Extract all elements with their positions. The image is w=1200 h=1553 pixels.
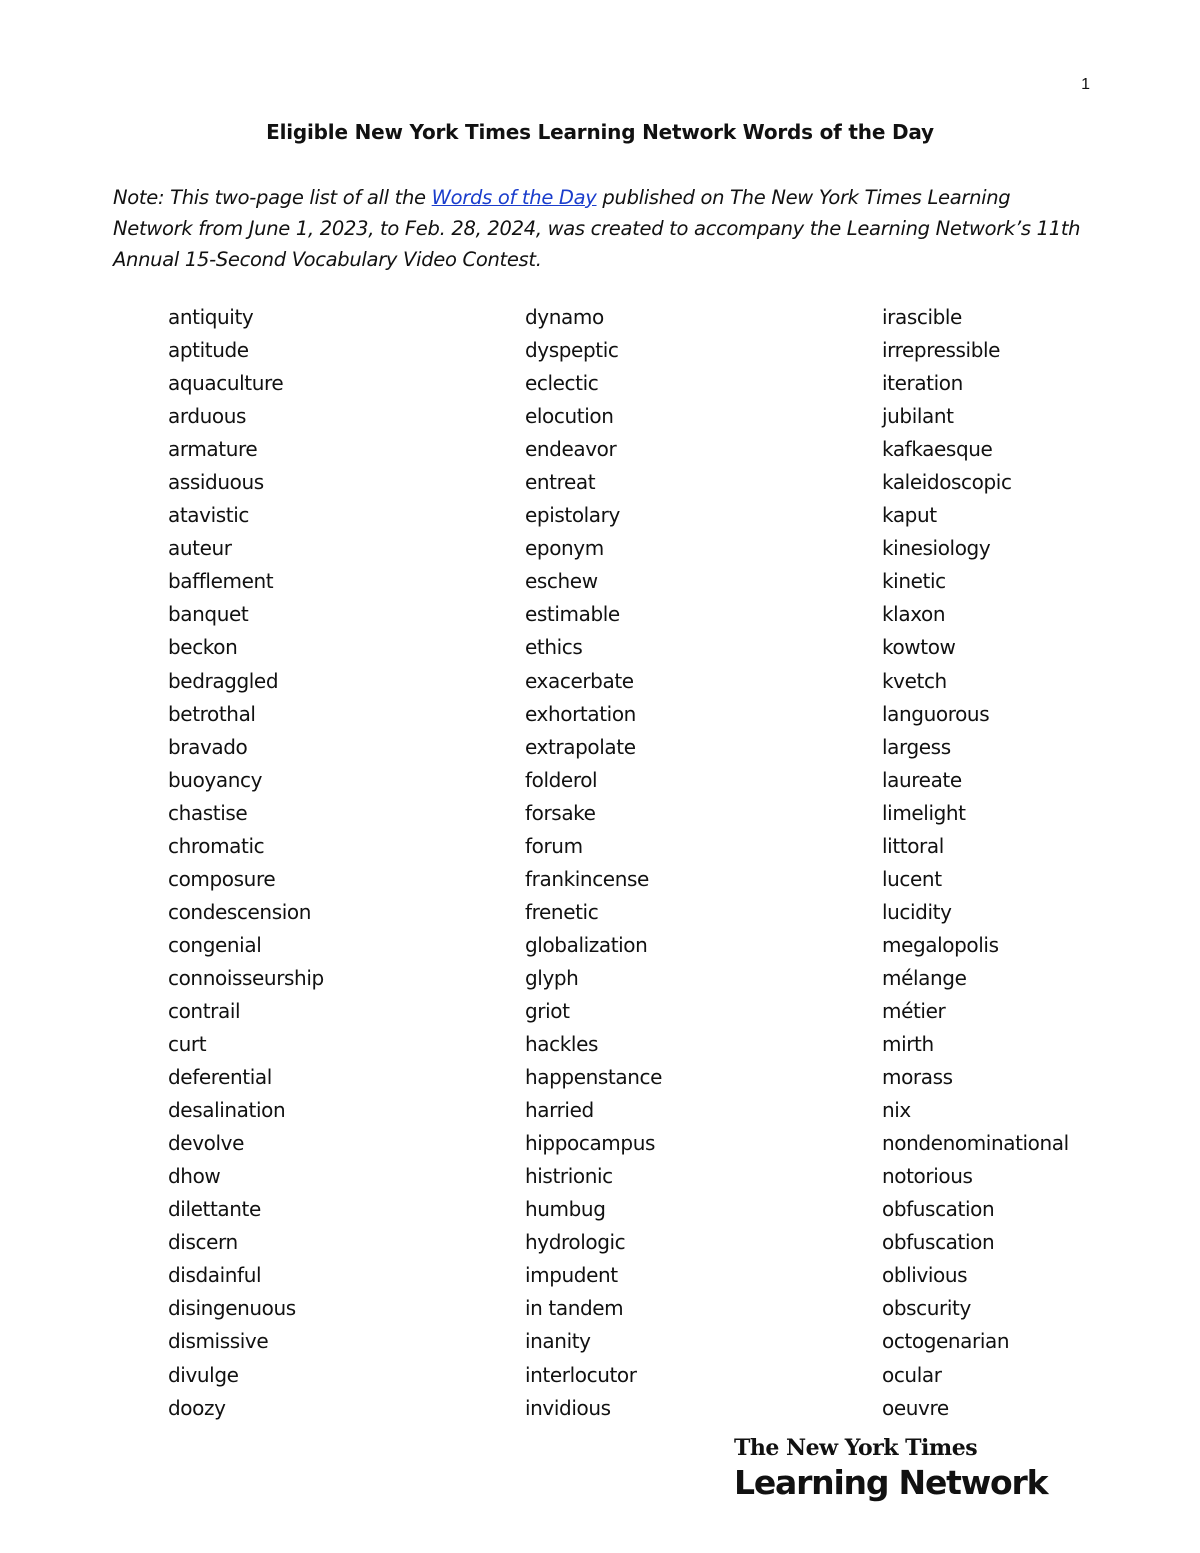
- word-item: in tandem: [525, 1296, 624, 1321]
- word-item: assiduous: [168, 470, 264, 495]
- word-item: betrothal: [168, 701, 256, 726]
- word-item: interlocutor: [525, 1362, 637, 1387]
- nyt-learning-network-logo: [734, 1435, 1079, 1515]
- word-item: jubilant: [882, 404, 954, 429]
- word-item: lucidity: [882, 899, 952, 924]
- word-item: arduous: [168, 404, 247, 429]
- word-item: eponym: [525, 536, 604, 561]
- word-item: forsake: [525, 800, 596, 825]
- word-item: eclectic: [525, 371, 599, 396]
- word-item: impudent: [525, 1263, 618, 1288]
- word-item: devolve: [168, 1131, 244, 1156]
- word-item: disdainful: [168, 1263, 262, 1288]
- word-item: beckon: [168, 635, 238, 660]
- word-item: oblivious: [882, 1263, 968, 1288]
- word-item: desalination: [168, 1098, 286, 1123]
- word-item: obscurity: [882, 1296, 971, 1321]
- word-item: métier: [882, 998, 946, 1023]
- note-text-after-link: published on The New York Times Learning Network from June 1, 2023, to Feb. 28, 2024, was created to accompany the Learning Network’s 11th Annual 15-Second Vocabulary Video Contest.: [113, 186, 1081, 271]
- word-item: antiquity: [168, 305, 254, 329]
- word-item: glyph: [525, 965, 579, 990]
- word-item: kaleidoscopic: [882, 470, 1012, 495]
- word-item: oeuvre: [882, 1395, 949, 1420]
- word-item: obfuscation: [882, 1230, 995, 1255]
- word-item: entreat: [525, 470, 596, 495]
- word-item: doozy: [168, 1395, 226, 1420]
- word-item: morass: [882, 1065, 953, 1090]
- word-item: dilettante: [168, 1197, 261, 1222]
- word-item: contrail: [168, 998, 241, 1023]
- word-item: disingenuous: [168, 1296, 296, 1321]
- word-item: kaput: [882, 503, 937, 528]
- word-item: exacerbate: [525, 668, 634, 693]
- logo-line-nyt: The New York Times: [734, 1435, 978, 1461]
- word-item: bedraggled: [168, 668, 279, 693]
- word-item: composure: [168, 866, 276, 891]
- word-item: eschew: [525, 569, 598, 594]
- word-item: languorous: [882, 701, 990, 726]
- word-item: kafkaesque: [882, 437, 993, 462]
- word-item: frenetic: [525, 899, 599, 924]
- word-item: auteur: [168, 536, 232, 561]
- word-item: kvetch: [882, 668, 947, 693]
- word-item: globalization: [525, 932, 648, 957]
- note-text-before-link: Note: This two-page list of all the: [113, 186, 432, 209]
- word-item: irascible: [882, 305, 962, 329]
- word-column-1: [168, 301, 324, 1425]
- word-item: hippocampus: [525, 1131, 655, 1156]
- document-title: Eligible New York Times Learning Network Words of the Day: [266, 120, 934, 144]
- word-item: megalopolis: [882, 932, 999, 957]
- word-item: invidious: [525, 1395, 611, 1420]
- word-item: dismissive: [168, 1329, 269, 1354]
- word-item: folderol: [525, 767, 598, 792]
- word-item: kowtow: [882, 635, 956, 660]
- word-item: chromatic: [168, 833, 265, 858]
- word-item: forum: [525, 833, 583, 858]
- logo-line-learning-network: Learning Network: [734, 1463, 1048, 1502]
- word-item: aptitude: [168, 338, 249, 363]
- words-of-the-day-link[interactable]: Words of the Day: [431, 186, 597, 209]
- word-column-3: [882, 301, 1069, 1425]
- word-item: congenial: [168, 932, 262, 957]
- word-item: atavistic: [168, 503, 249, 528]
- word-item: bafflement: [168, 569, 274, 594]
- word-item: epistolary: [525, 503, 620, 528]
- word-item: elocution: [525, 404, 614, 429]
- word-item: endeavor: [525, 437, 617, 462]
- word-item: obfuscation: [882, 1197, 995, 1222]
- word-item: mélange: [882, 965, 967, 990]
- word-item: condescension: [168, 899, 311, 924]
- word-item: ocular: [882, 1362, 942, 1387]
- word-item: mirth: [882, 1032, 934, 1057]
- word-column-2: [525, 301, 662, 1425]
- word-item: frankincense: [525, 866, 649, 891]
- word-item: largess: [882, 734, 951, 759]
- word-item: harried: [525, 1098, 594, 1123]
- word-item: nondenominational: [882, 1131, 1069, 1156]
- word-item: inanity: [525, 1329, 591, 1354]
- word-item: aquaculture: [168, 371, 284, 396]
- word-item: estimable: [525, 602, 620, 627]
- word-item: divulge: [168, 1362, 239, 1387]
- word-item: humbug: [525, 1197, 606, 1222]
- word-item: kinesiology: [882, 536, 991, 561]
- page-number: 1: [1081, 76, 1090, 93]
- word-item: extrapolate: [525, 734, 636, 759]
- word-item: dhow: [168, 1164, 221, 1189]
- word-item: notorious: [882, 1164, 973, 1189]
- word-item: laureate: [882, 767, 962, 792]
- word-item: connoisseurship: [168, 965, 324, 990]
- word-item: dyspeptic: [525, 338, 619, 363]
- word-item: kinetic: [882, 569, 946, 594]
- word-item: buoyancy: [168, 767, 263, 792]
- word-item: irrepressible: [882, 338, 1001, 363]
- word-item: dynamo: [525, 305, 604, 329]
- word-item: nix: [882, 1098, 911, 1123]
- word-item: discern: [168, 1230, 238, 1255]
- word-item: happenstance: [525, 1065, 662, 1090]
- word-item: octogenarian: [882, 1329, 1010, 1354]
- word-item: armature: [168, 437, 258, 462]
- word-item: limelight: [882, 800, 966, 825]
- word-item: banquet: [168, 602, 249, 627]
- word-item: bravado: [168, 734, 248, 759]
- word-item: deferential: [168, 1065, 272, 1090]
- word-item: griot: [525, 998, 570, 1023]
- word-item: hydrologic: [525, 1230, 626, 1255]
- word-item: ethics: [525, 635, 583, 660]
- word-item: hackles: [525, 1032, 598, 1057]
- word-item: exhortation: [525, 701, 636, 726]
- word-item: klaxon: [882, 602, 946, 627]
- word-item: curt: [168, 1032, 207, 1057]
- word-item: chastise: [168, 800, 248, 825]
- word-item: histrionic: [525, 1164, 613, 1189]
- document-note: [113, 182, 1088, 275]
- word-item: lucent: [882, 866, 942, 891]
- word-item: iteration: [882, 371, 963, 396]
- word-item: littoral: [882, 833, 944, 858]
